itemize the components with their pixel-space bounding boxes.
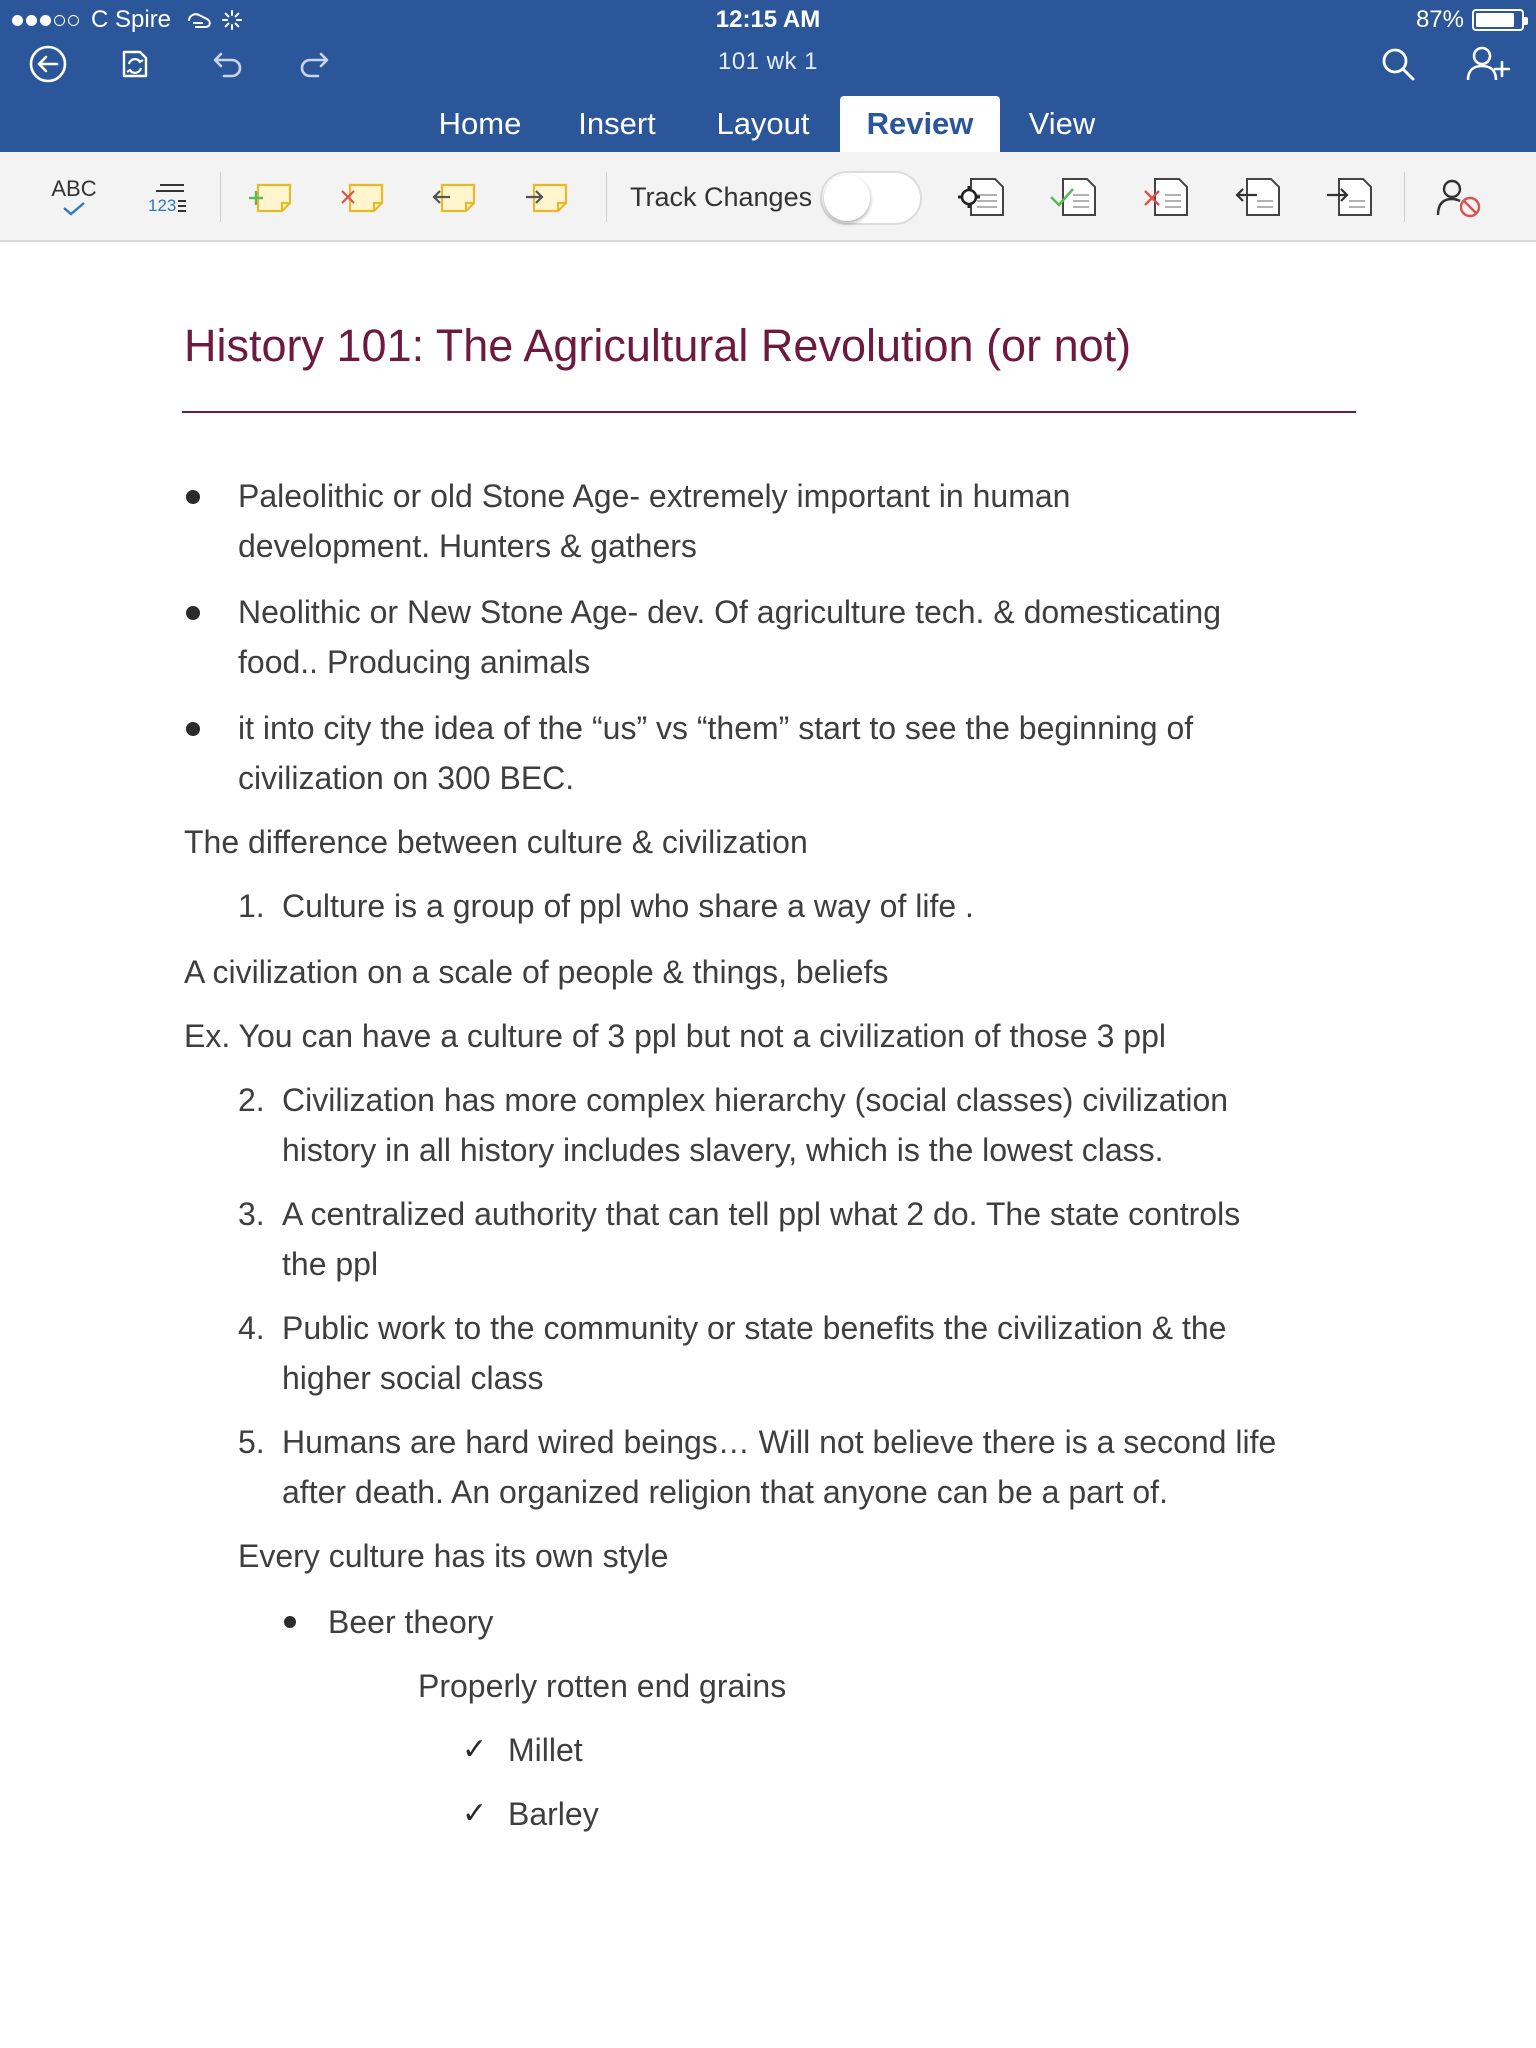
bullet-marker <box>284 1616 296 1628</box>
bullet-3-line-1: it into city the idea of the “us” vs “them” start to see the beginning of <box>238 710 1194 746</box>
checkmark-icon: ✓ <box>462 1797 488 1830</box>
bullet-marker <box>186 490 200 504</box>
list-item-3-line-2: the ppl <box>282 1246 379 1282</box>
undo-icon[interactable] <box>198 36 254 92</box>
list-number-5: 5. <box>238 1424 265 1460</box>
heading-divider <box>182 411 1356 413</box>
tab-home[interactable]: Home <box>438 106 522 141</box>
list-number-3: 3. <box>238 1196 265 1232</box>
paragraph-example: Ex. You can have a culture of 3 ppl but not a civilization of those 3 ppl <box>184 1018 1166 1054</box>
carrier-name: C Spire <box>91 6 172 33</box>
word-count-button[interactable] <box>134 172 194 226</box>
tab-review[interactable]: Review <box>840 96 1000 152</box>
ribbon-tabs <box>0 96 1536 152</box>
sync-document-icon[interactable] <box>106 36 162 92</box>
bullet-2-line-2: food.. Producing animals <box>238 644 591 680</box>
redo-icon[interactable] <box>288 36 344 92</box>
list-item-5-line-2: after death. An organized religion that anyone can be a part of. <box>282 1474 1168 1510</box>
bullet-marker <box>186 722 200 736</box>
bullet-2-line-1: Neolithic or New Stone Age- dev. Of agriculture tech. & domesticating <box>238 594 1221 630</box>
previous-change-icon[interactable] <box>1230 170 1286 224</box>
list-item-3-line-1: A centralized authority that can tell ppl what 2 do. The state controls <box>282 1196 1241 1232</box>
document-heading: History 101: The Agricultural Revolution (or not) <box>184 320 1132 371</box>
accept-change-icon[interactable] <box>1046 170 1102 224</box>
document-title[interactable]: 101 wk 1 <box>717 48 819 75</box>
list-number-4: 4. <box>238 1310 265 1346</box>
previous-comment-icon[interactable] <box>428 170 484 224</box>
paragraph-scale: A civilization on a scale of people & things, beliefs <box>184 954 889 990</box>
new-comment-icon[interactable] <box>244 170 300 224</box>
list-item-5-line-1: Humans are hard wired beings… Will not believe there is a second life <box>282 1424 1277 1460</box>
battery-indicator <box>1416 6 1524 34</box>
tab-insert[interactable]: Insert <box>578 106 656 141</box>
block-authors-icon[interactable] <box>1430 170 1490 224</box>
list-number-1: 1. <box>238 888 265 924</box>
track-changes-toggle[interactable] <box>820 171 922 225</box>
list-number-2: 2. <box>238 1082 265 1118</box>
tab-layout[interactable]: Layout <box>716 106 810 141</box>
bullet-1-line-1: Paleolithic or old Stone Age- extremely important in human <box>238 478 1071 514</box>
bullet-1-line-2: development. Hunters & gathers <box>238 528 697 564</box>
word-count-label: 123 <box>148 196 177 215</box>
paragraph-grains: Properly rotten end grains <box>418 1668 787 1704</box>
paragraph-style: Every culture has its own style <box>238 1538 669 1574</box>
spelling-button[interactable] <box>44 170 104 224</box>
list-item-4-line-1: Public work to the community or state benefits the civilization & the <box>282 1310 1227 1346</box>
next-change-icon[interactable] <box>1322 170 1378 224</box>
reject-change-icon[interactable] <box>1138 170 1194 224</box>
checkmark-icon: ✓ <box>462 1733 488 1766</box>
bullet-3-line-2: civilization on 300 BEC. <box>238 760 575 796</box>
back-icon[interactable] <box>20 36 76 92</box>
battery-icon <box>1472 9 1524 31</box>
list-item-4-line-2: higher social class <box>282 1360 544 1396</box>
markup-settings-icon[interactable] <box>954 170 1010 224</box>
next-comment-icon[interactable] <box>520 170 576 224</box>
app-header <box>0 0 1536 152</box>
toggle-knob <box>824 175 870 221</box>
check-item-barley: Barley <box>508 1796 599 1832</box>
bullet-marker <box>186 606 200 620</box>
track-changes-label: Track Changes <box>630 182 813 212</box>
delete-comment-icon[interactable] <box>336 170 392 224</box>
status-bar <box>0 0 1536 40</box>
review-ribbon <box>0 152 1536 242</box>
list-item-2-line-1: Civilization has more complex hierarchy (social classes) civilization <box>282 1082 1229 1118</box>
check-item-millet: Millet <box>508 1732 583 1768</box>
document-canvas[interactable] <box>0 244 1536 2048</box>
list-item-1: Culture is a group of ppl who share a way of life . <box>282 888 974 924</box>
list-item-2-line-2: history in all history includes slavery, which is the lowest class. <box>282 1132 1164 1168</box>
checkmark-icon <box>60 201 88 217</box>
paragraph-difference: The difference between culture & civilization <box>184 824 808 860</box>
clock: 12:15 AM <box>715 6 821 33</box>
search-icon[interactable] <box>1370 36 1426 92</box>
word-count-icon <box>140 181 188 217</box>
battery-percentage: 87% <box>1415 6 1464 33</box>
sub-bullet-beer-theory: Beer theory <box>328 1604 494 1640</box>
share-icon[interactable] <box>1460 36 1516 92</box>
spelling-label: ABC <box>51 176 97 201</box>
tab-view[interactable]: View <box>1028 106 1096 141</box>
